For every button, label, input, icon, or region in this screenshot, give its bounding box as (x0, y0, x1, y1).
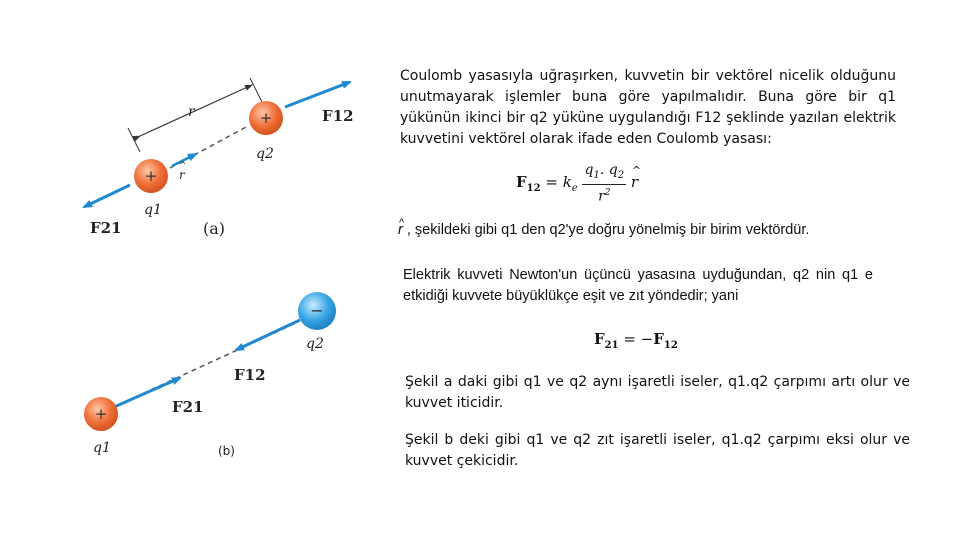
f12-arrow-a (285, 82, 350, 107)
intro-paragraph (400, 66, 896, 150)
f21-arrow-b (114, 378, 180, 407)
charge-q1-a-sign: + (144, 167, 158, 185)
charge-q1-b-sign: + (94, 405, 108, 423)
f12-label-a: F12 (322, 107, 354, 125)
newton-equation: $F_{21} = -F_{12}$ (594, 330, 678, 351)
same-sign-paragraph (405, 372, 910, 414)
unit-vector-text: , şekildeki gibi q1 den q2'ye doğru yönelmiş bir birim vektördür. (406, 222, 810, 238)
opposite-sign-text: Şekil b deki gibi q1 ve q2 zıt işaretli iseler, q1.q2 çarpımı eksi olur ve kuvvet çekicidir. (405, 432, 910, 469)
f12-label-b: F12 (234, 366, 266, 384)
q2-label-b: q2 (306, 336, 324, 352)
f21-label-a: F21 (90, 219, 122, 237)
panel-label-b: (b) (218, 444, 235, 458)
q1-label-b: q1 (93, 440, 111, 456)
panel-label-a: (a) (203, 219, 226, 238)
opposite-sign-paragraph (405, 430, 910, 472)
r-extension-right (250, 78, 262, 102)
q2-label-a: q2 (256, 146, 274, 162)
rhat-label-fig: r (179, 168, 185, 182)
newton-paragraph (403, 265, 873, 307)
same-sign-text: Şekil a daki gibi q1 ve q2 aynı işaretli iseler, q1.q2 çarpımı artı olur ve kuvvet iticidir. (405, 374, 910, 411)
coulomb-equation: $F_{12} = k_e$ $\frac{q_1. q_2}{r^2}$ ^ r (516, 162, 638, 204)
newton-text: Elektrik kuvveti Newton'un üçüncü yasasına uyduğundan, q2 nin q1 e etkidiği kuvvete büyüklükçe eşit ve zıt yöndedir; yani (403, 267, 873, 304)
figure-a (84, 78, 354, 238)
rhat-hat-fig: ^ (179, 161, 187, 171)
intro-text: Coulomb yasasıyla uğraşırken, kuvvetin bir vektörel nicelik olduğunu unutmayarak işlemler buna göre yapılmalıdır. Buna göre bir q1 yükünün ikinci bir q2 yüküne uygulandığı F12 şeklinde yazılan elektrik kuvvetini vektörel olarak ifade eden Coulomb yasası: (400, 68, 896, 147)
r-label: r (188, 104, 195, 120)
charge-q2-b-sign: − (310, 301, 324, 320)
f12-arrow-b (236, 320, 300, 350)
f21-arrow-a (84, 185, 130, 207)
r-dimension-line (140, 85, 252, 136)
r-extension-left (128, 128, 140, 152)
q1-label-a: q1 (144, 202, 162, 218)
unit-vector-paragraph: ^ r , şekildeki gibi q1 den q2'ye doğru yönelmiş bir birim vektördür. (398, 220, 878, 241)
figure-b (84, 292, 336, 458)
charge-q2-a-sign: + (259, 109, 273, 127)
f21-label-b: F21 (172, 398, 204, 416)
